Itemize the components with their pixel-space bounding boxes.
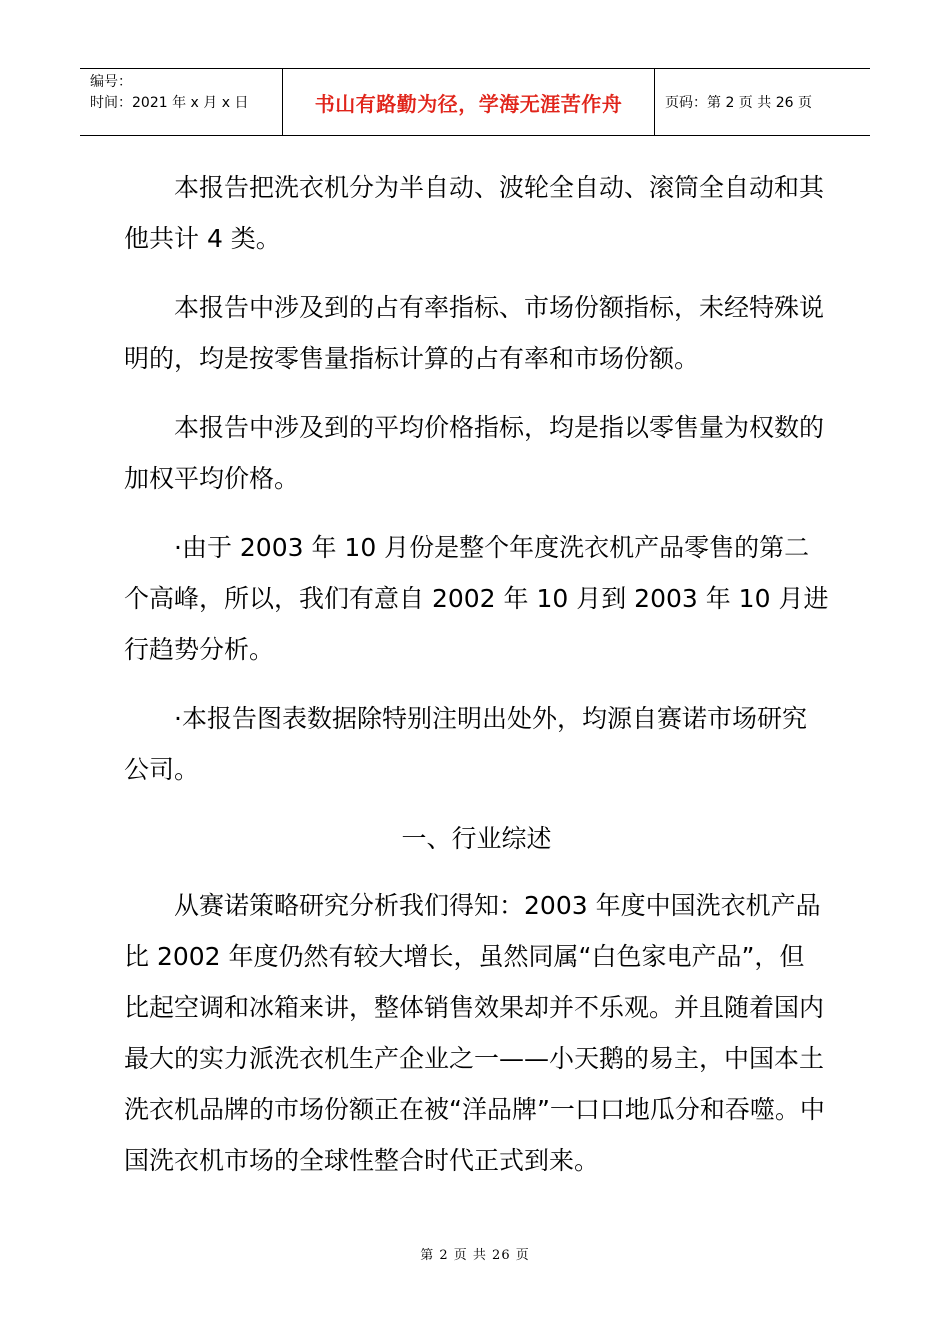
paragraph-categories: 本报告把洗衣机分为半自动、波轮全自动、滚筒全自动和其他共计 4 类。 — [124, 173, 825, 253]
header-motto: 书山有路勤为径，学海无涯苦作舟 — [282, 69, 655, 135]
number-label: 编号： — [90, 74, 132, 90]
paragraph-industry-overview: 从赛诺策略研究分析我们得知：2003 年度中国洗衣机产品比 2002 年度仍然有较大增长，虽然同属“白色家电产品”，但比起空调和冰箱来讲，整体销售效果却并不乐观。并且随着国内最大的实力派洗衣机生产企业之一——小天鹅的易主，中国本土洗衣机品牌的市场份额正在被“洋品牌”一口口地瓜分和吞噬。中国洗衣机市场的全球性整合时代正式到来。 — [124, 891, 825, 1175]
document-body — [124, 162, 829, 1204]
time-label: 时间：2021 年 x 月 x 日 — [90, 95, 249, 111]
page-footer: 第 2 页 共 26 页 — [420, 1248, 530, 1263]
paragraph-price-definition: 本报告中涉及到的平均价格指标，均是指以零售量为权数的加权平均价格。 — [124, 413, 825, 493]
paragraph-share-definition: 本报告中涉及到的占有率指标、市场份额指标，未经特殊说明的，均是按零售量指标计算的占有率和市场份额。 — [124, 293, 825, 373]
header-meta — [80, 69, 282, 135]
header-page-info: 页码：第 2 页 共 26 页 — [665, 95, 812, 111]
document-header — [80, 68, 870, 136]
section-heading: 一、行业综述 — [401, 824, 552, 853]
paragraph-data-source: ·本报告图表数据除特别注明出处外，均源自赛诺市场研究公司。 — [124, 704, 807, 784]
paragraph-trend-period: ·由于 2003 年 10 月份是整个年度洗衣机产品零售的第二个高峰，所以，我们有意自 2002 年 10 月到 2003 年 10 月进行趋势分析。 — [124, 533, 829, 664]
